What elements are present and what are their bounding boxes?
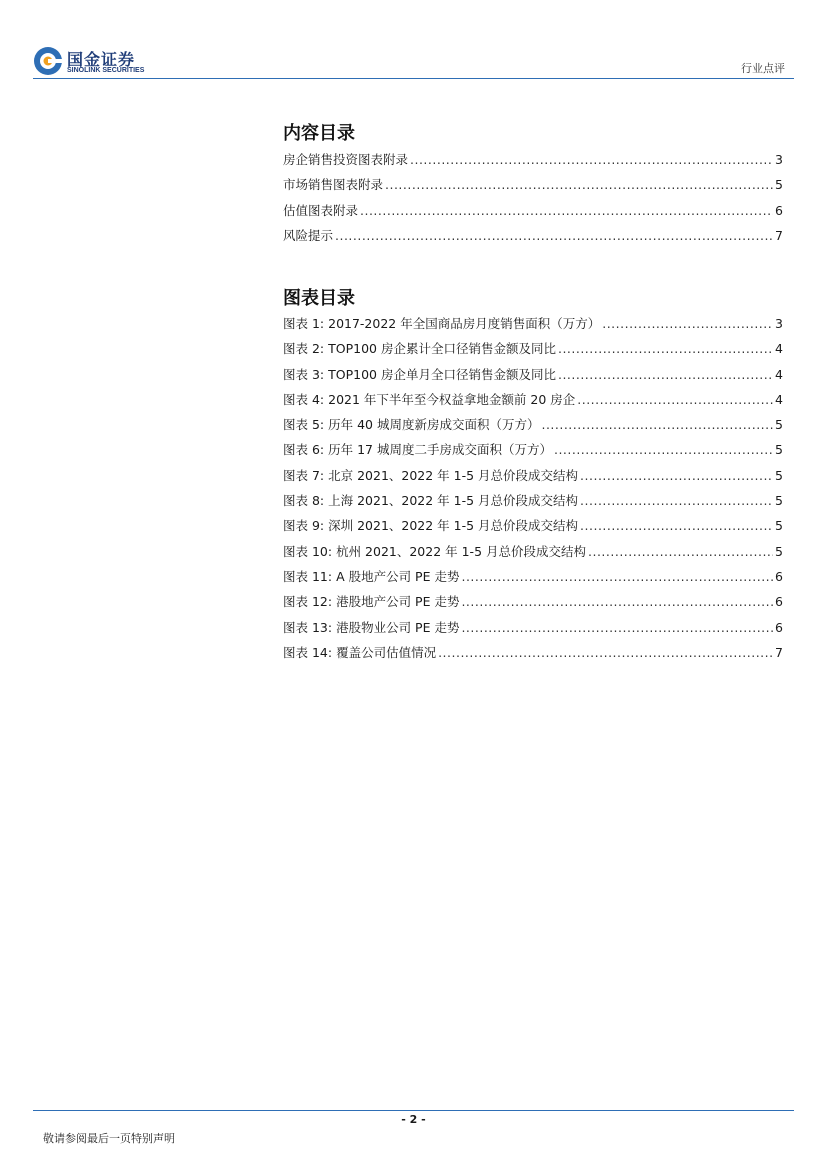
- toc-entry-label: 图表 2: TOP100 房企累计全口径销售金额及同比: [283, 341, 556, 357]
- toc-entry-label: 图表 14: 覆盖公司估值情况: [283, 644, 437, 660]
- toc-entry-page: 7: [775, 227, 783, 243]
- toc-entry-label: 图表 12: 港股地产公司 PE 走势: [283, 594, 460, 610]
- toc-leader-dots: [438, 645, 773, 660]
- page-number: - 2 -: [401, 1113, 426, 1126]
- footer-divider: [33, 1110, 794, 1111]
- toc-leader-dots: [461, 620, 773, 635]
- toc-entry-label: 图表 1: 2017-2022 年全国商品房月度销售面积（万方）: [283, 316, 601, 331]
- toc-entry-page: 5: [775, 467, 783, 483]
- toc-entry[interactable]: [283, 175, 783, 200]
- toc-entry-page: 4: [775, 366, 783, 382]
- toc-entry[interactable]: [283, 226, 783, 251]
- toc-entry-label: 图表 4: 2021 年下半年至今权益拿地金额前 20 房企: [283, 391, 576, 407]
- toc-entry-page: 5: [775, 442, 783, 458]
- toc-entry-page: 5: [775, 543, 783, 559]
- toc-entry-page: 6: [775, 202, 783, 218]
- contents-title: 内容目录: [283, 123, 355, 144]
- toc-entry-label: 图表 10: 杭州 2021、2022 年 1-5 月总价段成交结构: [283, 543, 586, 559]
- logo-mark-icon: [33, 46, 63, 76]
- toc-entry-label: 风险提示: [283, 227, 334, 243]
- toc-entry-label: 图表 7: 北京 2021、2022 年 1-5 月总价段成交结构: [283, 467, 579, 483]
- toc-leader-dots: [588, 544, 773, 559]
- toc-leader-dots: [335, 228, 773, 243]
- logo-text-en: SINOLINK SECURITIES: [67, 67, 145, 74]
- figures-list: [283, 314, 783, 668]
- toc-entry[interactable]: [283, 516, 783, 541]
- toc-entry[interactable]: [283, 201, 783, 226]
- toc-entry[interactable]: [283, 491, 783, 516]
- toc-leader-dots: [580, 493, 773, 508]
- toc-entry[interactable]: [283, 415, 783, 440]
- toc-entry[interactable]: [283, 542, 783, 567]
- toc-entry[interactable]: [283, 150, 783, 175]
- toc-entry[interactable]: [283, 440, 783, 465]
- logo-text-cn: 国金证券: [67, 50, 136, 69]
- toc-entry-page: 7: [775, 644, 783, 660]
- toc-entry-page: 5: [775, 518, 783, 534]
- toc-entry[interactable]: [283, 466, 783, 491]
- toc-leader-dots: [602, 316, 773, 331]
- toc-entry[interactable]: [283, 592, 783, 617]
- toc-leader-dots: [558, 367, 773, 382]
- toc-entry-page: 5: [775, 417, 783, 433]
- toc-leader-dots: [360, 203, 773, 218]
- toc-entry-label: 图表 9: 深圳 2021、2022 年 1-5 月总价段成交结构: [283, 518, 579, 534]
- toc-entry-label: 估值图表附录: [283, 202, 359, 218]
- toc-leader-dots: [554, 442, 773, 457]
- toc-entry[interactable]: [283, 390, 783, 415]
- toc-entry-label: 图表 13: 港股物业公司 PE 走势: [283, 619, 460, 635]
- toc-entry-page: 6: [775, 568, 783, 584]
- toc-entry-label: 图表 8: 上海 2021、2022 年 1-5 月总价段成交结构: [283, 493, 579, 509]
- toc-leader-dots: [461, 569, 773, 584]
- toc-leader-dots: [580, 518, 773, 533]
- footer-disclaimer: 敬请参阅最后一页特别声明: [43, 1132, 175, 1145]
- toc-entry[interactable]: [283, 339, 783, 364]
- toc-entry-label: 图表 11: A 股地产公司 PE 走势: [283, 568, 460, 584]
- toc-entry-label: 图表 6: 历年 17 城周度二手房成交面积（万方）: [283, 442, 552, 458]
- toc-entry-page: 5: [775, 493, 783, 509]
- toc-entry-label: 图表 5: 历年 40 城周度新房成交面积（万方）: [283, 417, 540, 433]
- toc-leader-dots: [580, 468, 773, 483]
- toc-entry-page: 4: [775, 391, 783, 407]
- toc-entry-page: 5: [775, 177, 783, 193]
- toc-entry-label: 市场销售图表附录: [283, 177, 384, 193]
- toc-leader-dots: [461, 594, 773, 609]
- toc-entry[interactable]: [283, 567, 783, 592]
- toc-entry[interactable]: [283, 618, 783, 643]
- contents-list: [283, 150, 783, 251]
- toc-entry[interactable]: [283, 314, 783, 339]
- toc-entry-page: 3: [775, 316, 783, 331]
- header-divider: [33, 78, 794, 79]
- figures-title: 图表目录: [283, 288, 355, 309]
- toc-entry-page: 3: [775, 152, 783, 167]
- toc-entry[interactable]: [283, 365, 783, 390]
- toc-leader-dots: [577, 392, 773, 407]
- toc-entry-label: 房企销售投资图表附录: [283, 152, 409, 167]
- toc-entry-page: 4: [775, 341, 783, 357]
- toc-leader-dots: [410, 152, 773, 167]
- toc-leader-dots: [558, 341, 773, 356]
- toc-entry-page: 6: [775, 619, 783, 635]
- toc-leader-dots: [385, 177, 773, 192]
- toc-entry-label: 图表 3: TOP100 房企单月全口径销售金额及同比: [283, 366, 556, 382]
- toc-leader-dots: [541, 417, 773, 432]
- report-category: 行业点评: [741, 62, 785, 75]
- toc-entry[interactable]: [283, 643, 783, 668]
- toc-entry-page: 6: [775, 594, 783, 610]
